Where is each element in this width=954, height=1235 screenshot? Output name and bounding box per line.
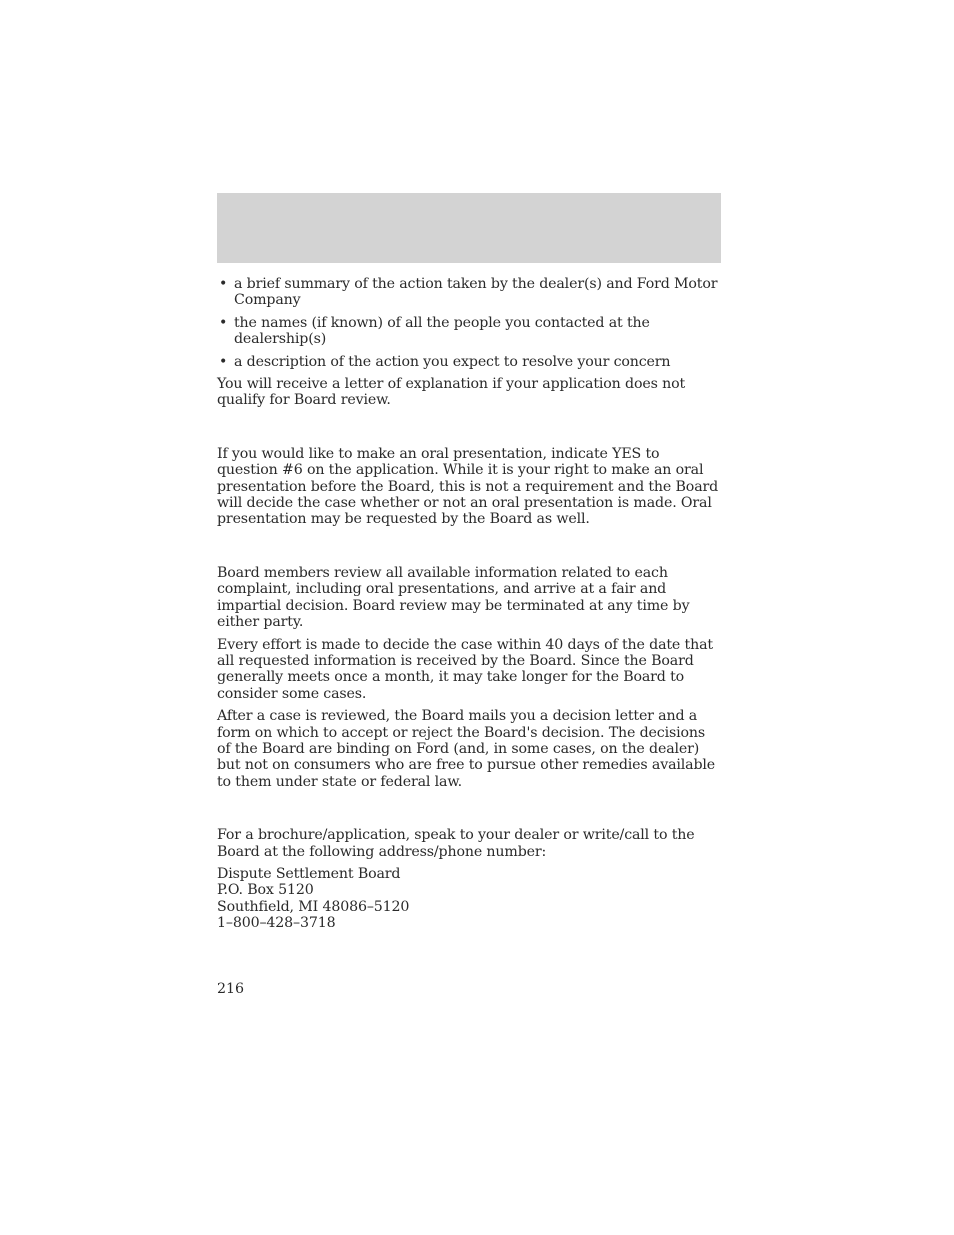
section-gap <box>217 534 722 565</box>
list-item-text: a description of the action you expect to resolve your concern <box>234 353 671 370</box>
paragraph-brochure: For a brochure/application, speak to your dealer or write/call to the Board at the following address/phone number: <box>217 827 695 860</box>
bullet-icon: • <box>219 276 228 292</box>
page-content <box>217 276 722 938</box>
section-gap <box>217 796 722 827</box>
list-item-text: a brief summary of the action taken by the dealer(s) and Ford Motor Company <box>234 276 718 309</box>
address-line-po-box: P.O. Box 5120 <box>217 882 314 899</box>
paragraph-board-review: Board members review all available information related to each complaint, including oral presentations, and arrive at a fair and impartial decision. Board review may be terminated at any time by either party. <box>217 564 690 631</box>
paragraph-decision-timing: Every effort is made to decide the case within 40 days of the date that all requested information is received by the Board. Since the Board generally meets once a month, it may take longer for the Board to consider some cases. <box>217 636 713 702</box>
paragraph-decision-letter: After a case is reviewed, the Board mails you a decision letter and a form on which to accept or reject the Board's decision. The decisions of the Board are binding on Ford (and, in some cases, on the dealer) but not on consumers who are free to pursue other remedies available to them under state or federal law. <box>217 708 716 790</box>
address-phone: 1–800–428–3718 <box>217 915 336 932</box>
paragraph-letter-explanation: You will receive a letter of explanation if your application does not qualify for Board review. <box>217 376 686 409</box>
bullet-icon: • <box>219 314 228 331</box>
bullet-icon: • <box>219 353 228 370</box>
header-band <box>217 193 721 263</box>
list-item <box>217 354 722 370</box>
mailing-address <box>217 866 722 932</box>
list-item-text: the names (if known) of all the people you contacted at the dealership(s) <box>234 314 650 348</box>
list-item <box>217 315 722 348</box>
address-line-name: Dispute Settlement Board <box>217 865 401 882</box>
requirements-list <box>217 276 722 370</box>
list-item <box>217 276 722 309</box>
page-number: 216 <box>217 981 245 997</box>
section-gap <box>217 415 722 446</box>
address-line-city: Southfield, MI 48086–5120 <box>217 898 410 915</box>
paragraph-oral-presentation: If you would like to make an oral presentation, indicate YES to question #6 on the application. While it is your right to make an oral presentation before the Board, this is not a requirement and the Board will decide the case whether or not an oral presentation is made. Oral presentation may be requested by the Board as well. <box>217 445 719 528</box>
